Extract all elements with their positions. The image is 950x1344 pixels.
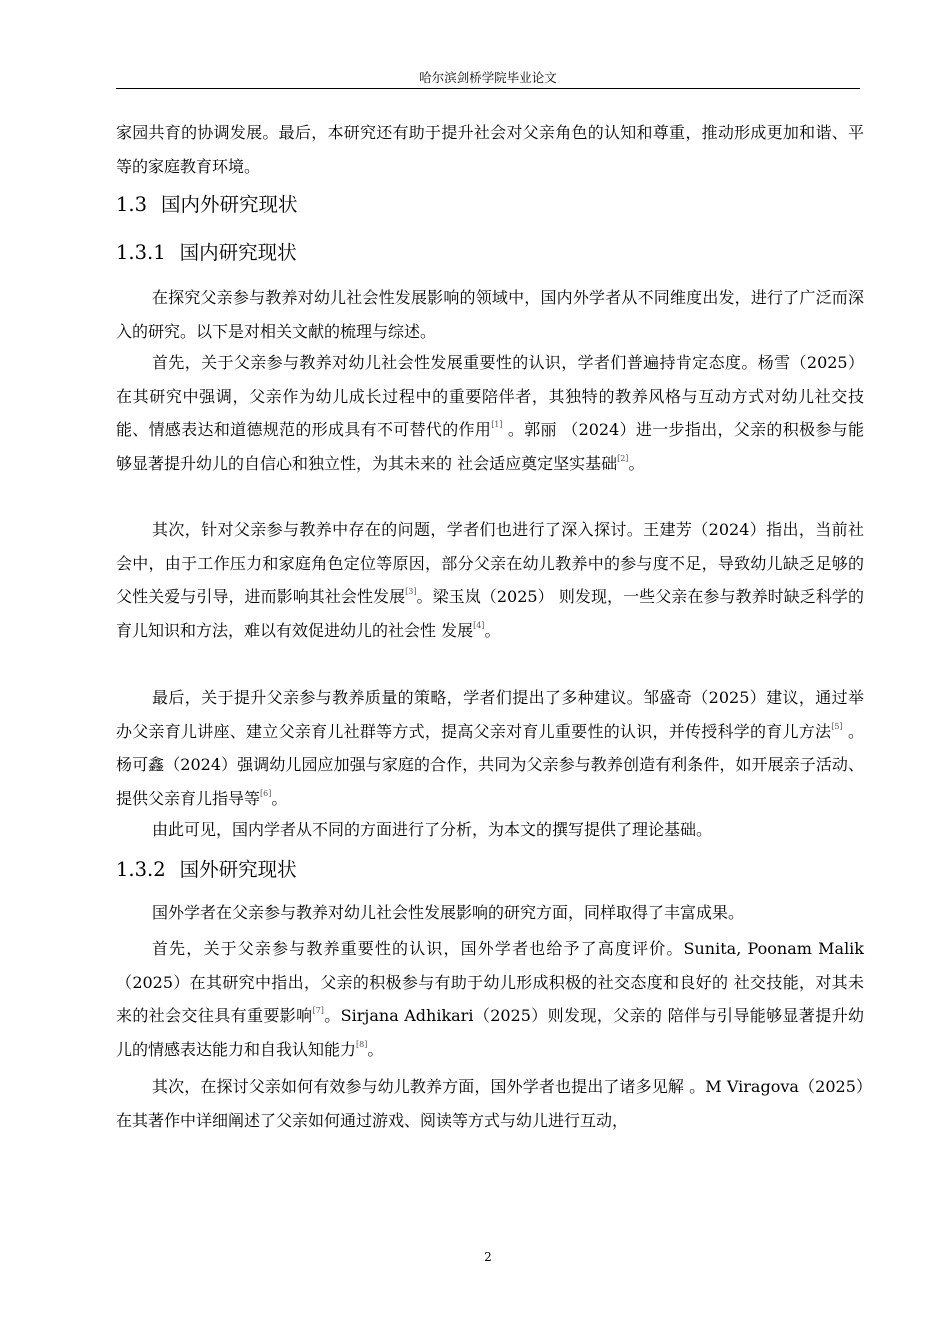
subsection-title: 国内研究现状: [179, 241, 297, 264]
intro-paragraph: 家园共育的协调发展。最后，本研究还有助于提升社会对父亲角色的认知和尊重，推动形成更加和谐、平等的家庭教育环境。: [116, 123, 864, 176]
domestic-paragraph-1: 在探究父亲参与教养对幼儿社会性发展影响的领域中，国内外学者从不同维度出发，进行了广泛而深入的研究。以下是对相关文献的梳理与综述。: [116, 288, 864, 341]
header-rule: [116, 88, 860, 89]
section-heading-1-3: [116, 190, 298, 220]
domestic-paragraph-2: [116, 346, 864, 480]
citation-7: [7]: [312, 1006, 324, 1015]
paragraph-text: 。: [628, 453, 645, 473]
subsection-title: 国外研究现状: [179, 858, 297, 881]
section-heading-1-3-2: [116, 855, 297, 885]
section-title: 国内外研究现状: [161, 193, 298, 216]
citation-2: [2]: [617, 453, 629, 463]
section-heading-1-3-1: [116, 238, 297, 268]
paragraph-text: 。: [271, 788, 288, 808]
citation-1: [1]: [491, 420, 503, 429]
subsection-number: 1.3.2: [116, 858, 166, 881]
paragraph-text: 。: [484, 620, 501, 640]
citation-4: [4]: [473, 620, 485, 630]
paragraph-text: 首先，关于父亲参与教养对幼儿社会性发展重要性的认识，学者们普遍持肯定态度。杨雪（2025）在其研究中强调，父亲作为幼儿成长过程中的重要陪伴者，其独特的教养风格与互动方式对幼儿社交技能、情感表达和道德规范的形成具有不可替代的作用: [116, 353, 864, 439]
citation-3: [3]: [405, 587, 417, 596]
paragraph-text: 。杨可鑫（2024）强调幼儿园应加强与家庭的合作，共同为父亲参与教养创造有利条件，如开展亲子活动、提供父亲育儿指导等: [116, 721, 864, 808]
foreign-paragraph-2: [116, 932, 864, 1066]
subsection-number: 1.3.1: [116, 241, 166, 264]
paragraph-text: 其次，针对父亲参与教养中存在的问题，学者们也进行了深入探讨。王建芳（2024）指出，当前社会中，由于工作压力和家庭角色定位等原因，部分父亲在幼儿教养中的参与度不足，导致幼儿缺乏足够的父性关爱与引导，进而影响其社会性发展: [116, 520, 864, 606]
paragraph-text: 首先，关于父亲参与教养重要性的认识，国外学者也给予了高度评价。Sunita, Poonam Malik（2025）在其研究中指出，父亲的积极参与有助于幼儿形成积极的社交态度和良好的 社交技能，对其未来的社会交往具有重要影响: [116, 939, 864, 1025]
domestic-paragraph-4: [116, 681, 864, 815]
paragraph-text: 最后，关于提升父亲参与教养质量的策略，学者们提出了多种建议。邹盛奇（2025）建议，通过举办父亲育儿讲座、建立父亲育儿社群等方式，提高父亲对育儿重要性的认识，并传授科学的育儿方法: [116, 688, 864, 741]
running-header: 哈尔滨剑桥学院毕业论文: [419, 70, 557, 85]
foreign-paragraph-3: 其次，在探讨父亲如何有效参与幼儿教养方面，国外学者也提出了诸多见解 。M Viragova（2025）在其著作中详细阐述了父亲如何通过游戏、阅读等方式与幼儿进行互动，: [116, 1077, 864, 1130]
paragraph-text: 。郭丽 （2024）进一步指出，父亲的积极参与能够显著提升幼儿的自信心和独立性，为其未来的 社会适应奠定坚实基础: [116, 420, 864, 473]
section-number: 1.3: [116, 193, 148, 216]
page-number: 2: [484, 1250, 492, 1264]
citation-5: [5]: [831, 721, 843, 731]
paragraph-text: 。Sirjana Adhikari（2025）则发现，父亲的 陪伴与引导能够显著提升幼儿的情感表达能力和自我认知能力: [116, 1006, 864, 1059]
citation-6: [6]: [260, 788, 272, 798]
domestic-paragraph-5: 由此可见，国内学者从不同的方面进行了分析，为本文的撰写提供了理论基础。: [152, 820, 713, 839]
paragraph-text: 。: [367, 1039, 384, 1059]
citation-8: [8]: [356, 1039, 368, 1049]
foreign-paragraph-1: 国外学者在父亲参与教养对幼儿社会性发展影响的研究方面，同样取得了丰富成果。: [152, 903, 745, 922]
paragraph-text: 。梁玉岚（2025） 则发现，一些父亲在参与教养时缺乏科学的育儿知识和方法，难以有效促进幼儿的社会性 发展: [116, 587, 864, 640]
domestic-paragraph-3: [116, 513, 864, 647]
